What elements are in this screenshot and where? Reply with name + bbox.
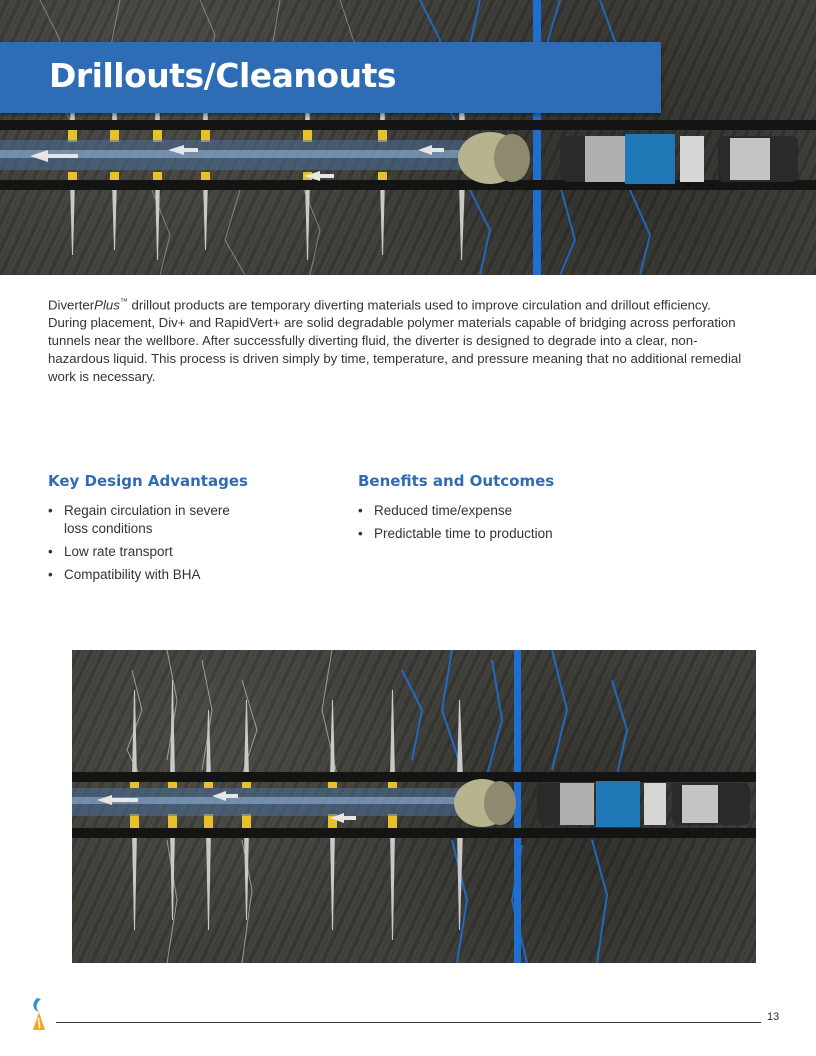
- title-banner: [0, 42, 661, 113]
- list-item: • Low rate transport: [48, 543, 248, 561]
- brand-name-italic: Plus: [94, 297, 120, 313]
- wellbore-diagram: [72, 650, 756, 963]
- brand-name: Diverter: [48, 297, 95, 313]
- benefits-heading: Benefits and Outcomes: [358, 472, 555, 490]
- intro-paragraph: [48, 293, 748, 386]
- list-item: • Reduced time/expense: [358, 502, 658, 520]
- page-title: Drillouts/Cleanouts: [49, 56, 396, 95]
- list-item: • Compatibility with BHA: [48, 566, 248, 584]
- benefits-list: [358, 502, 658, 548]
- company-logo-icon: [27, 996, 51, 1032]
- footer-divider: [56, 1022, 761, 1023]
- list-item: • Regain circulation in severe loss conditions: [48, 502, 248, 538]
- bottom-illustration: [72, 650, 756, 963]
- trademark-mark: ™: [119, 297, 128, 306]
- advantages-list: [48, 502, 248, 589]
- list-item: • Predictable time to production: [358, 525, 658, 543]
- intro-body: drillout products are temporary diverting materials used to improve circulation and drillout efficiency. During placement, Div+ and RapidVert+ are solid degradable polymer materials capable of bridging across perforation tunnels near the wellbore. After successfully diverting fluid, the diverter is designed to degrade into a clear, non-hazardous liquid. This process is driven simply by time, temperature, and pressure meaning that no additional remedial work is necessary.: [48, 297, 742, 385]
- advantages-heading: Key Design Advantages: [48, 472, 248, 490]
- page-number: 13: [767, 1011, 780, 1023]
